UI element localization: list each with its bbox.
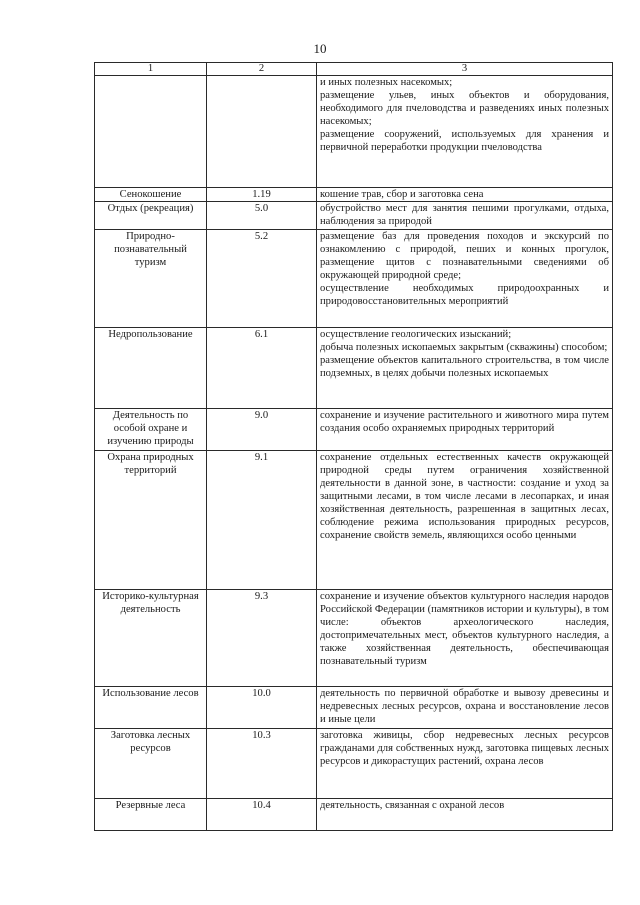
land-use-code: 9.1: [207, 451, 317, 590]
land-use-description: [317, 188, 613, 202]
description-line: деятельность, связанная с охраной лесов: [320, 800, 505, 811]
land-use-name: Использование лесов: [95, 687, 207, 729]
land-use-table: [94, 62, 613, 831]
page-number: 10: [313, 41, 327, 56]
table-row: [95, 590, 613, 687]
land-use-description: [317, 409, 613, 451]
table-row: [95, 409, 613, 451]
land-use-code: 5.2: [207, 230, 317, 328]
description-line: деятельность по первичной обработке и вывозу древесины и недревесных лесных ресурсов, охрана и восстановление лесов и иные цели: [320, 688, 609, 725]
land-use-name: Резервные леса: [95, 799, 207, 831]
description-line: размещение сооружений, используемых для хранения и первичной переработки продукции пчеловодства: [320, 129, 609, 153]
land-use-description: [317, 729, 613, 799]
table-row: [95, 230, 613, 328]
column-header-3: 3: [317, 63, 613, 76]
description-line: обустройство мест для занятия пешими прогулками, отдыха, наблюдения за природой: [320, 203, 609, 227]
column-header-2: 2: [207, 63, 317, 76]
land-use-code: 10.4: [207, 799, 317, 831]
land-use-name: [95, 76, 207, 188]
column-header-1: 1: [95, 63, 207, 76]
description-line: сохранение и изучение растительного и животного мира путем создания особо охраняемых природных территорий: [320, 410, 609, 434]
table-row: [95, 451, 613, 590]
land-use-code: 10.3: [207, 729, 317, 799]
land-use-name: Природно-познавательный туризм: [95, 230, 207, 328]
land-use-code: 5.0: [207, 202, 317, 230]
land-use-code: 9.0: [207, 409, 317, 451]
land-use-name: Сенокошение: [95, 188, 207, 202]
land-use-name: Заготовка лесных ресурсов: [95, 729, 207, 799]
land-use-code: 6.1: [207, 328, 317, 409]
land-use-description: [317, 590, 613, 687]
land-use-name: Отдых (рекреация): [95, 202, 207, 230]
description-line: и иных полезных насекомых;: [320, 77, 453, 88]
description-line: сохранение и изучение объектов культурного наследия народов Российской Федерации (памятников истории и культуры), в том числе: объектов археологического наследия, достопримечательных мест, объектов культурного наследия, а также хозяйственная деятельность, обеспечивающая познавательный туризм: [320, 591, 609, 667]
table-row: [95, 729, 613, 799]
description-line: размещение баз для проведения походов и экскурсий по ознакомлению с природой, пеших и конных прогулок, размещение щитов с познавательными сведениями об окружающей природной среде;: [320, 231, 609, 281]
land-use-description: [317, 451, 613, 590]
land-use-description: [317, 230, 613, 328]
description-line: кошение трав, сбор и заготовка сена: [320, 189, 484, 200]
land-use-name: Деятельность по особой охране и изучению природы: [95, 409, 207, 451]
description-line: осуществление необходимых природоохранных и природовосстановительных мероприятий: [320, 283, 609, 307]
land-use-code: 10.0: [207, 687, 317, 729]
land-use-description: [317, 687, 613, 729]
description-line: заготовка живицы, сбор недревесных лесных ресурсов гражданами для собственных нужд, заготовка пищевых лесных ресурсов и дикорастущих растений, охрана лесов: [320, 730, 609, 767]
table-row: [95, 202, 613, 230]
table-header-row: [95, 63, 613, 76]
land-use-description: [317, 799, 613, 831]
land-use-code: 1.19: [207, 188, 317, 202]
land-use-code: 9.3: [207, 590, 317, 687]
table-row: [95, 328, 613, 409]
table-row: [95, 687, 613, 729]
table-row: [95, 188, 613, 202]
description-line: осуществление геологических изысканий;: [320, 329, 512, 340]
description-line: добыча полезных ископаемых закрытым (скважины) способом;: [320, 342, 608, 353]
description-line: размещение ульев, иных объектов и оборудования, необходимого для пчеловодства и разведениях иных полезных насекомых;: [320, 90, 609, 127]
land-use-name: Историко-культурная деятельность: [95, 590, 207, 687]
land-use-description: [317, 202, 613, 230]
table-row: [95, 76, 613, 188]
land-use-description: [317, 76, 613, 188]
land-use-name: Недропользование: [95, 328, 207, 409]
land-use-code: [207, 76, 317, 188]
land-use-description: [317, 328, 613, 409]
description-line: сохранение отдельных естественных качеств окружающей природной среды путем ограничения хозяйственной деятельности в данной зоне, в частности: создание и уход за защитными лесами, в том числе лесами в лесопарках, и иная хозяйственная деятельность, разрешенная в защитных лесах, соблюдение режима использования природных ресурсов, сохранение свойств земель, являющихся особо ценными: [320, 452, 609, 541]
table-row: [95, 799, 613, 831]
description-line: размещение объектов капитального строительства, в том числе подземных, в целях добычи полезных ископаемых: [320, 355, 609, 379]
land-use-name: Охрана природных территорий: [95, 451, 207, 590]
